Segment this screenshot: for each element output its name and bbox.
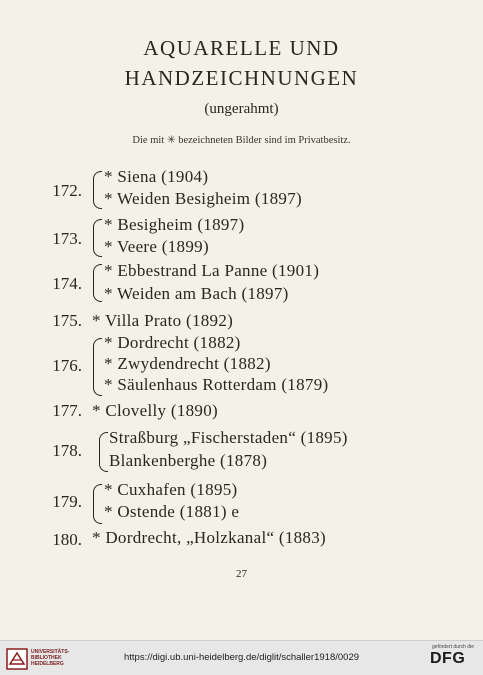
heading-line-2: HANDZEICHNUNGEN <box>124 66 359 90</box>
entry-line: * Weiden Besigheim (1897) <box>104 189 302 208</box>
entry-number: 173. <box>52 229 82 248</box>
entry-line: * Dordrecht, „Holzkanal“ (1883) <box>92 528 326 547</box>
entry-line: * Siena (1904) <box>104 167 209 186</box>
entry-line: * Ebbestrand La Panne (1901) <box>104 261 320 280</box>
entry-line: * Villa Prato (1892) <box>92 311 234 330</box>
entry-line: * Veere (1899) <box>104 237 209 256</box>
entry-number: 174. <box>52 274 82 293</box>
heading-line-1: AQUARELLE UND <box>143 36 340 60</box>
subtitle: (ungerahmt) <box>204 101 279 117</box>
brace <box>99 432 108 472</box>
page-number: 27 <box>236 568 247 580</box>
entry-line: * Cuxhafen (1895) <box>104 480 238 499</box>
entry-line: Straßburg „Fischerstaden“ (1895) <box>109 428 348 447</box>
entry-line: Blankenberghe (1878) <box>109 451 268 470</box>
entry-number: 178. <box>52 441 82 460</box>
permalink-url[interactable]: https://digi.ub.uni-heidelberg.de/diglit/schaller1918/0029 <box>123 652 360 663</box>
dfg-logo[interactable]: DFG <box>430 650 466 667</box>
entry-line: * Zwydendrecht (1882) <box>104 354 271 373</box>
entry-number: 172. <box>52 181 82 200</box>
brace <box>93 484 102 524</box>
entry-line: * Clovelly (1890) <box>92 401 218 420</box>
funded-by-text: gefördert durch die <box>432 644 474 650</box>
entry-number: 176. <box>52 356 82 375</box>
entry-number: 177. <box>52 401 82 420</box>
entry-line: * Dordrecht (1882) <box>104 333 241 352</box>
logo-text: UNIVERSITÄTS- BIBLIOTHEK HEIDELBERG <box>31 649 70 667</box>
viewer-footer <box>0 640 483 675</box>
brace <box>93 171 102 209</box>
entry-line: * Säulenhaus Rotterdam (1879) <box>104 375 329 394</box>
entry-number: 179. <box>52 492 82 511</box>
brace <box>93 219 102 257</box>
entry-line: * Ostende (1881) e <box>104 502 240 521</box>
brace <box>93 338 102 396</box>
entry-number: 180. <box>52 530 82 549</box>
entry-number: 175. <box>52 311 82 330</box>
entry-line: * Besigheim (1897) <box>104 215 245 234</box>
brace <box>93 264 102 302</box>
entry-line: * Weiden am Bach (1897) <box>104 284 289 303</box>
privatbesitz-note: Die mit ✳ bezeichneten Bilder sind im Privatbesitz. <box>132 135 351 146</box>
